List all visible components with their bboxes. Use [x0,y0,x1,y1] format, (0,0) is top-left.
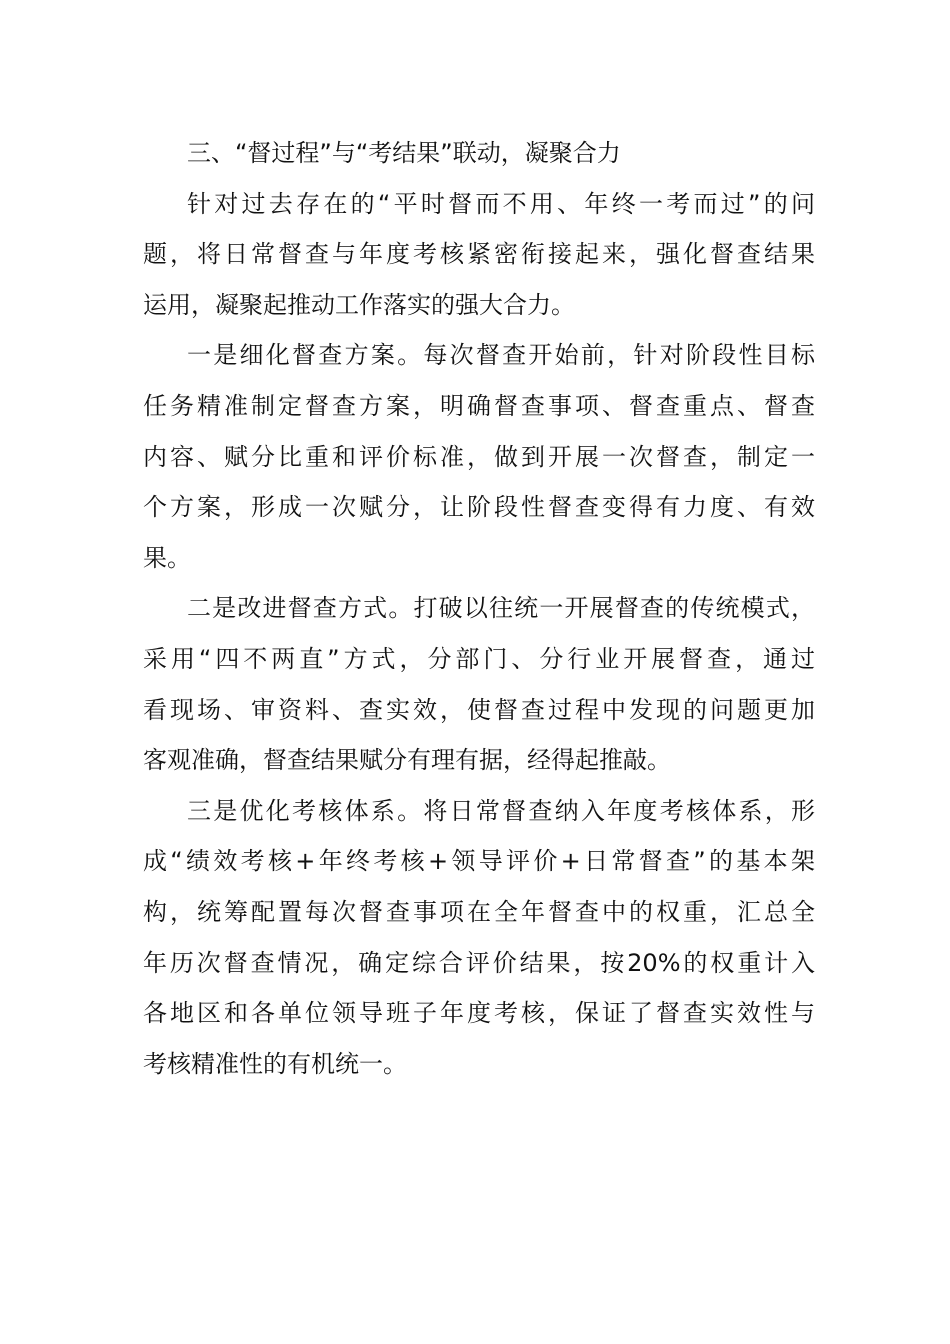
paragraph-line: 一是细化督查方案。每次督查开始前，针对阶段性目标 [187,341,815,370]
paragraph-line: 构，统筹配置每次督查事项在全年督查中的权重，汇总全 [143,897,815,926]
paragraph-intro [143,179,815,331]
paragraph-line: 三是优化考核体系。将日常督查纳入年度考核体系，形 [187,796,815,825]
paragraph-line: 题，将日常督查与年度考核紧密衔接起来，强化督查结果 [143,240,815,269]
paragraph-line: 年历次督查情况，确定综合评价结果，按20%的权重计入 [143,948,815,977]
paragraph-line: 针对过去存在的“平时督而不用、年终一考而过”的问 [187,189,815,218]
paragraph-line: 成“绩效考核+年终考核+领导评价+日常督查”的基本架 [143,847,815,876]
paragraph-line: 个方案，形成一次赋分，让阶段性督查变得有力度、有效 [143,493,815,522]
paragraph-line: 内容、赋分比重和评价标准，做到开展一次督查，制定一 [143,442,815,471]
paragraph-optimize-system [143,786,815,1090]
paragraph-line: 考核精准性的有机统一。 [143,1049,407,1078]
paragraph-improve-method [143,583,815,785]
paragraph-refine-plan [143,330,815,583]
document-body [143,128,815,1089]
paragraph-line: 二是改进督查方式。打破以往统一开展督查的传统模式， [187,594,815,623]
section-heading: 三、“督过程”与“考结果”联动，凝聚合力 [187,139,621,167]
paragraph-line: 运用，凝聚起推动工作落实的强大合力。 [143,290,575,319]
paragraph-line: 果。 [143,543,191,572]
paragraph-line: 采用“四不两直”方式，分部门、分行业开展督查，通过 [143,644,815,673]
paragraph-line: 任务精准制定督查方案，明确督查事项、督查重点、督查 [143,391,815,420]
paragraph-line: 客观准确，督查结果赋分有理有据，经得起推敲。 [143,746,671,775]
paragraph-line: 看现场、审资料、查实效，使督查过程中发现的问题更加 [143,695,815,724]
paragraph-line: 各地区和各单位领导班子年度考核，保证了督查实效性与 [143,999,815,1028]
